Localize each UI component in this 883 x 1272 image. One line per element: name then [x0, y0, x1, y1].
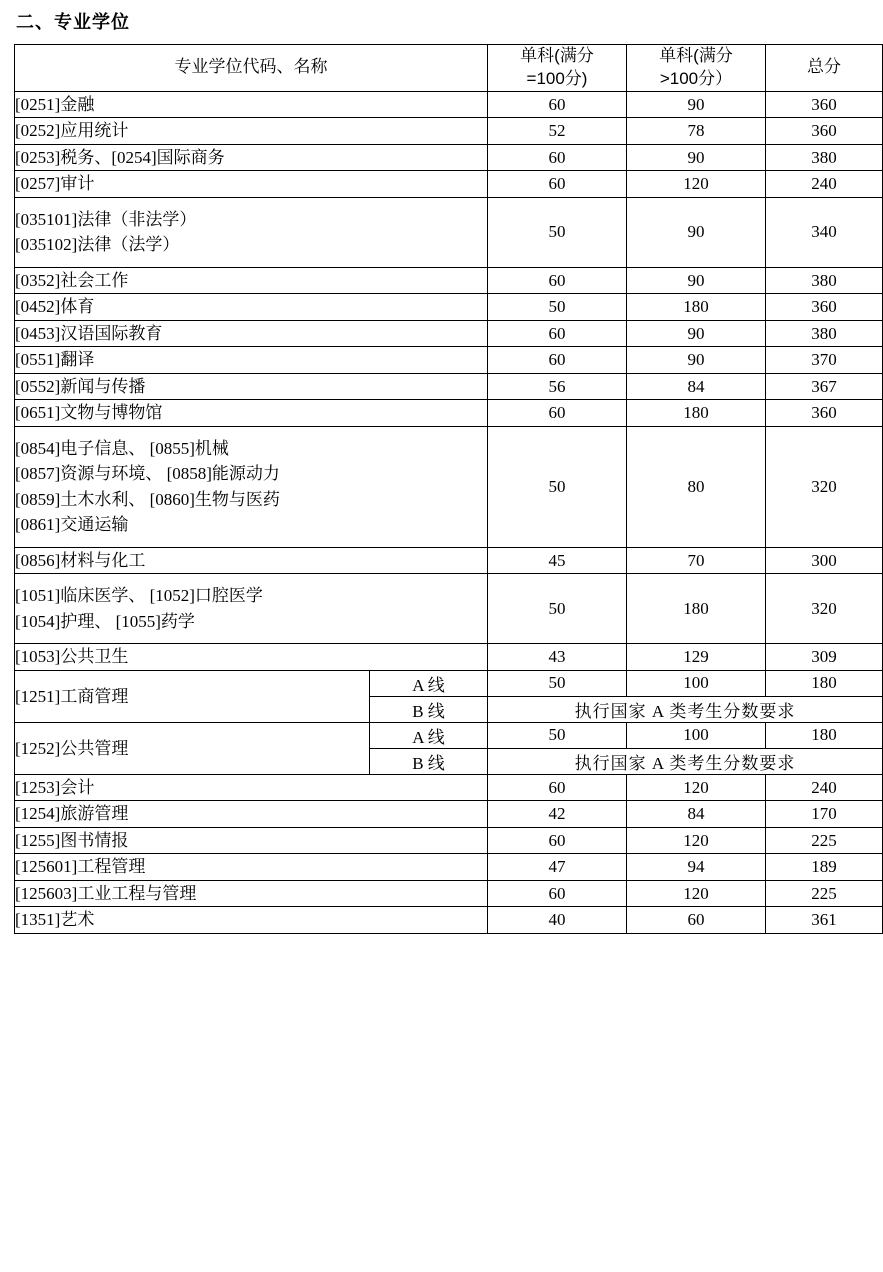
- cell-single-over-100: 90: [627, 144, 766, 171]
- cell-note: 执行国家 A 类考生分数要求: [488, 696, 883, 722]
- table-row: [15, 91, 883, 118]
- row-name-line: [0854]电子信息、 [0855]机械: [15, 438, 229, 458]
- table-row: [15, 267, 883, 294]
- cell-total: 240: [766, 774, 883, 801]
- cell-single-100: 60: [488, 91, 627, 118]
- cell-single-100: 60: [488, 880, 627, 907]
- row-name-line: [125603]工业工程与管理: [15, 883, 197, 903]
- row-name: [15, 400, 488, 427]
- cell-single-over-100: 180: [627, 294, 766, 321]
- row-name-line: [0551]翻译: [15, 350, 95, 370]
- table-row: [15, 907, 883, 934]
- table-row: [15, 171, 883, 198]
- cell-single-100: 60: [488, 347, 627, 374]
- cell-single-100: 60: [488, 827, 627, 854]
- table-row: [15, 144, 883, 171]
- row-name: [15, 547, 488, 574]
- row-name: [15, 827, 488, 854]
- row-name: [15, 373, 488, 400]
- cell-single-over-100: 120: [627, 880, 766, 907]
- row-name-line: [0253]税务、[0254]国际商务: [15, 147, 225, 167]
- cell-single-100: 60: [488, 267, 627, 294]
- row-name: [15, 722, 370, 774]
- cell-single-over-100: 78: [627, 118, 766, 145]
- row-subline-label: B 线: [370, 696, 488, 722]
- row-name-line: [0352]社会工作: [15, 270, 129, 290]
- row-name: [15, 91, 488, 118]
- row-name-line: [1051]临床医学、 [1052]口腔医学: [15, 586, 263, 606]
- row-name: [15, 118, 488, 145]
- cell-single-100: 47: [488, 854, 627, 881]
- table-row: [15, 722, 883, 748]
- cell-single-over-100: 180: [627, 400, 766, 427]
- row-name: [15, 294, 488, 321]
- row-name: [15, 801, 488, 828]
- cell-single-over-100: 84: [627, 801, 766, 828]
- table-row: [15, 347, 883, 374]
- row-name-line: [0251]金融: [15, 94, 95, 114]
- cell-total: 170: [766, 801, 883, 828]
- row-name-line: [125601]工程管理: [15, 857, 146, 877]
- cell-single-over-100: 80: [627, 426, 766, 547]
- row-name: [15, 144, 488, 171]
- cell-single-100: 56: [488, 373, 627, 400]
- row-name-line: [1252]公共管理: [15, 738, 129, 758]
- header-total: 总分: [766, 45, 883, 92]
- row-name-line: [1253]会计: [15, 777, 95, 797]
- row-name: [15, 880, 488, 907]
- cell-single-100: 50: [488, 722, 627, 748]
- cell-single-100: 43: [488, 644, 627, 671]
- header-name: 专业学位代码、名称: [15, 45, 488, 92]
- row-name-line: [1351]艺术: [15, 910, 95, 930]
- row-name: [15, 854, 488, 881]
- cell-total: 180: [766, 722, 883, 748]
- cell-single-100: 60: [488, 400, 627, 427]
- row-name-line: [0257]审计: [15, 174, 95, 194]
- row-name-line: [0552]新闻与传播: [15, 376, 146, 396]
- row-name: [15, 347, 488, 374]
- row-name-line: [1251]工商管理: [15, 686, 129, 706]
- cell-single-over-100: 90: [627, 267, 766, 294]
- table-row: [15, 670, 883, 696]
- cell-total: 380: [766, 144, 883, 171]
- cell-single-over-100: 100: [627, 722, 766, 748]
- cell-total: 189: [766, 854, 883, 881]
- row-name-line: [0252]应用统计: [15, 121, 129, 141]
- table-row: [15, 400, 883, 427]
- table-row: [15, 118, 883, 145]
- cell-single-over-100: 90: [627, 197, 766, 267]
- row-name-line: [1053]公共卫生: [15, 647, 129, 667]
- row-name: [15, 426, 488, 547]
- row-name: [15, 267, 488, 294]
- cell-single-over-100: 60: [627, 907, 766, 934]
- row-name-line: [035101]法律（非法学）: [15, 209, 197, 229]
- section-title: 二、专业学位: [16, 12, 130, 32]
- cell-total: 360: [766, 91, 883, 118]
- cell-total: 370: [766, 347, 883, 374]
- row-subline-label: A 线: [370, 722, 488, 748]
- cell-single-100: 50: [488, 294, 627, 321]
- table-row: [15, 547, 883, 574]
- cell-single-over-100: 84: [627, 373, 766, 400]
- row-name-line: [035102]法律（法学）: [15, 235, 180, 255]
- table-row: [15, 880, 883, 907]
- score-table: [14, 44, 883, 934]
- table-row: [15, 644, 883, 671]
- row-name-line: [0859]土木水利、 [0860]生物与医药: [15, 489, 280, 509]
- header-single-over-100-line1: 单科(满分: [659, 46, 733, 65]
- cell-total: 309: [766, 644, 883, 671]
- cell-total: 300: [766, 547, 883, 574]
- header-single-100-line1: 单科(满分: [520, 46, 594, 65]
- cell-single-over-100: 94: [627, 854, 766, 881]
- cell-single-100: 50: [488, 426, 627, 547]
- header-single-over-100: [627, 45, 766, 92]
- row-name-line: [0856]材料与化工: [15, 550, 146, 570]
- row-name-line: [1255]图书情报: [15, 830, 129, 850]
- cell-total: 367: [766, 373, 883, 400]
- table-row: [15, 827, 883, 854]
- row-name: [15, 670, 370, 722]
- cell-total: 240: [766, 171, 883, 198]
- table-row: [15, 574, 883, 644]
- row-name-line: [0857]资源与环境、 [0858]能源动力: [15, 464, 280, 484]
- cell-single-over-100: 100: [627, 670, 766, 696]
- table-row: [15, 373, 883, 400]
- table-body: [15, 91, 883, 933]
- table-header: [15, 45, 883, 92]
- row-subline-label: B 线: [370, 748, 488, 774]
- cell-single-over-100: 70: [627, 547, 766, 574]
- cell-single-over-100: 90: [627, 91, 766, 118]
- cell-total: 360: [766, 400, 883, 427]
- row-name-line: [0651]文物与博物馆: [15, 403, 163, 423]
- table-row: [15, 801, 883, 828]
- cell-single-over-100: 120: [627, 774, 766, 801]
- row-name: [15, 774, 488, 801]
- cell-single-100: 60: [488, 144, 627, 171]
- table-row: [15, 854, 883, 881]
- row-name-line: [0453]汉语国际教育: [15, 323, 163, 343]
- cell-single-100: 60: [488, 171, 627, 198]
- cell-total: 320: [766, 574, 883, 644]
- row-name: [15, 197, 488, 267]
- cell-total: 360: [766, 118, 883, 145]
- cell-single-over-100: 120: [627, 827, 766, 854]
- row-name-line: [0452]体育: [15, 297, 95, 317]
- cell-single-100: 40: [488, 907, 627, 934]
- cell-total: 380: [766, 267, 883, 294]
- cell-single-over-100: 90: [627, 320, 766, 347]
- cell-single-100: 60: [488, 774, 627, 801]
- cell-total: 225: [766, 880, 883, 907]
- table-row: [15, 294, 883, 321]
- cell-single-100: 50: [488, 670, 627, 696]
- row-name: [15, 171, 488, 198]
- cell-total: 225: [766, 827, 883, 854]
- row-name: [15, 907, 488, 934]
- row-name: [15, 644, 488, 671]
- row-name-line: [1254]旅游管理: [15, 804, 129, 824]
- cell-single-100: 50: [488, 197, 627, 267]
- cell-total: 380: [766, 320, 883, 347]
- cell-total: 320: [766, 426, 883, 547]
- header-single-100-line2: =100分): [526, 68, 588, 88]
- cell-single-over-100: 180: [627, 574, 766, 644]
- header-row: [15, 45, 883, 92]
- cell-single-over-100: 120: [627, 171, 766, 198]
- table-row: [15, 426, 883, 547]
- cell-total: 361: [766, 907, 883, 934]
- table-row: [15, 197, 883, 267]
- table-row: [15, 774, 883, 801]
- cell-note: 执行国家 A 类考生分数要求: [488, 748, 883, 774]
- row-name-line: [0861]交通运输: [15, 515, 129, 535]
- cell-single-over-100: 129: [627, 644, 766, 671]
- row-name-line: [1054]护理、 [1055]药学: [15, 611, 195, 631]
- cell-single-100: 50: [488, 574, 627, 644]
- cell-single-100: 45: [488, 547, 627, 574]
- header-single-over-100-line2: >100分）: [659, 68, 733, 88]
- cell-single-100: 42: [488, 801, 627, 828]
- cell-single-100: 52: [488, 118, 627, 145]
- row-name: [15, 574, 488, 644]
- cell-single-over-100: 90: [627, 347, 766, 374]
- cell-total: 360: [766, 294, 883, 321]
- cell-single-100: 60: [488, 320, 627, 347]
- table-row: [15, 320, 883, 347]
- cell-total: 340: [766, 197, 883, 267]
- header-single-100: [488, 45, 627, 92]
- row-name: [15, 320, 488, 347]
- cell-total: 180: [766, 670, 883, 696]
- row-subline-label: A 线: [370, 670, 488, 696]
